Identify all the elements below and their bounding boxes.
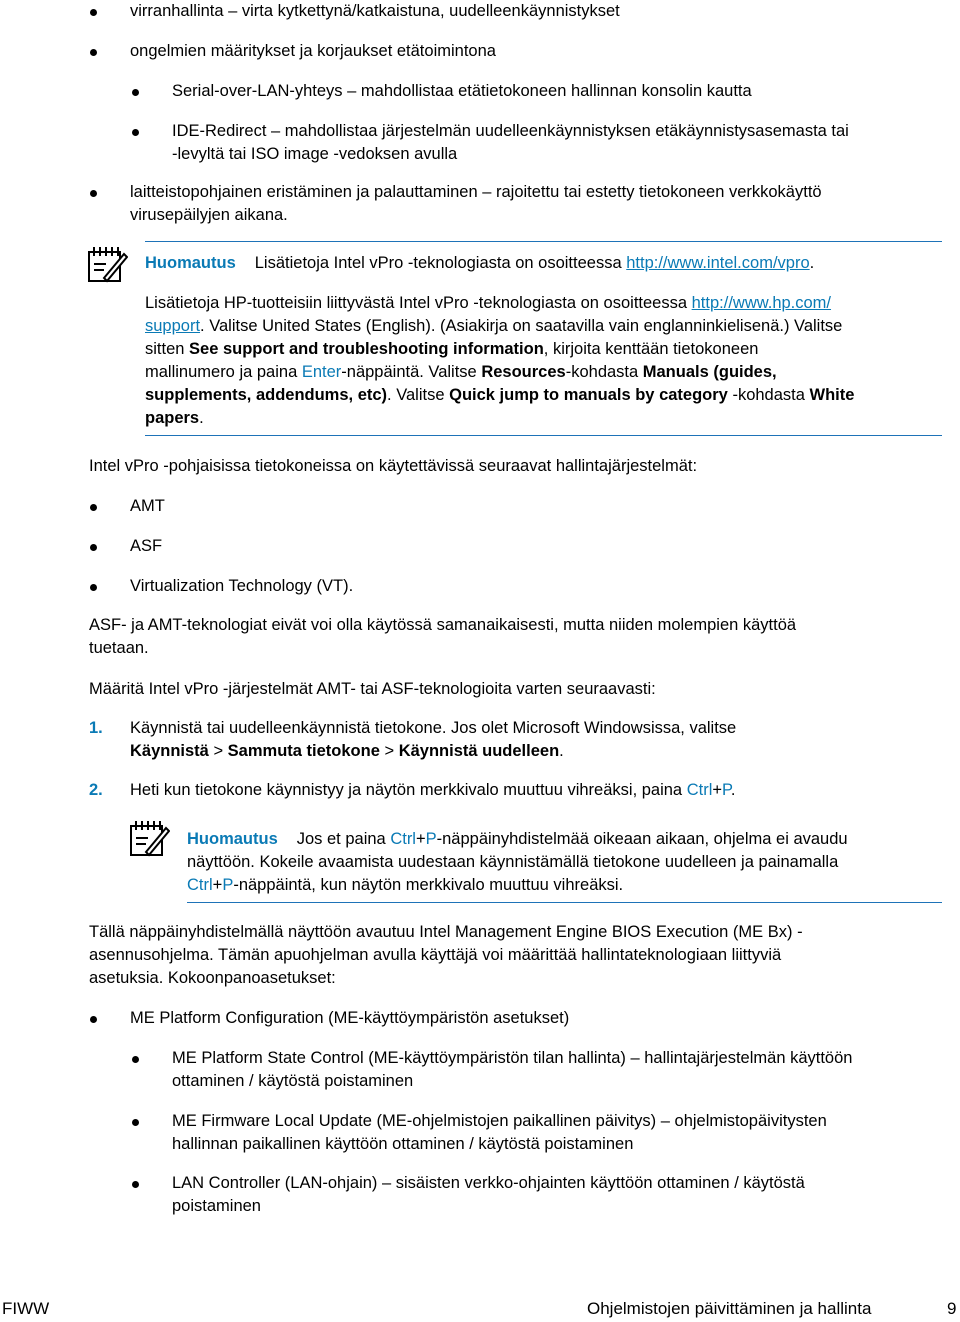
mebx-paragraph <box>89 921 803 990</box>
plus-sign: + <box>212 876 223 894</box>
step-1-number: 1. <box>89 719 103 737</box>
note1-line1 <box>145 252 814 275</box>
note2-line3 <box>187 874 947 897</box>
bullet <box>132 1056 139 1063</box>
note2-line2: näyttöön. Kokeile avaamista uudestaan käynnistämällä tietokone uudelleen ja painamalla <box>187 853 839 871</box>
separator: > <box>208 742 228 760</box>
step-1-line2 <box>130 740 736 763</box>
note-bottom-rule <box>187 902 942 903</box>
ctrl-key-label: Ctrl <box>187 876 213 894</box>
note1-p2-line5 <box>145 384 945 407</box>
footer-title: Ohjelmistojen päivittäminen ja hallinta <box>587 1299 872 1318</box>
footer-left: FIWW <box>2 1299 50 1318</box>
note-pencil-icon <box>126 818 170 858</box>
see-support-label: See support and troubleshooting information <box>189 340 544 358</box>
list-item-firmware-update <box>172 1110 827 1156</box>
shutdown-label: Sammuta tietokone <box>227 742 380 760</box>
list-item-hardware-isolation <box>130 181 822 227</box>
list-item-lan-controller <box>172 1172 805 1218</box>
bullet <box>132 1119 139 1126</box>
list-item-power-management: virranhallinta – virta kytkettynä/katkaistuna, uudelleenkäynnistykset <box>130 2 620 20</box>
bullet <box>90 190 97 197</box>
note2-body <box>187 828 947 897</box>
isolation-line2: virusepäilyjen aikana. <box>130 206 288 224</box>
separator: > <box>379 742 399 760</box>
note1-text: -kohdasta <box>565 363 643 381</box>
resources-label: Resources <box>481 363 566 381</box>
note1-text: -kohdasta <box>727 386 810 404</box>
bullet <box>132 1181 139 1188</box>
note1-text: Lisätietoja Intel vPro -teknologiasta on osoitteessa <box>254 254 627 272</box>
note2-line1 <box>187 828 947 851</box>
paragraph-line: ASF- ja AMT-teknologiat eivät voi olla käytössä samanaikaisesti, mutta niiden molempien käyttöä <box>89 616 797 634</box>
note2-label: Huomautus <box>187 830 278 848</box>
list-item-remote-diagnostics: ongelmien määritykset ja korjaukset etätoimintona <box>130 42 496 60</box>
p-key-label: P <box>222 876 234 894</box>
list-item-asf: ASF <box>130 537 163 555</box>
page-number: 9 <box>947 1299 957 1318</box>
hp-link-part2[interactable]: support <box>145 317 201 335</box>
step-2-text <box>130 779 736 802</box>
bullet <box>90 49 97 56</box>
define-paragraph: Määritä Intel vPro -järjestelmät AMT- tai ASF-teknologioita varten seuraavasti: <box>89 680 656 698</box>
paragraph-line: asetuksia. Kokoonpanoasetukset: <box>89 969 336 987</box>
note2-text: Jos et paina <box>296 830 391 848</box>
bullet <box>90 504 97 511</box>
bullet <box>90 584 97 591</box>
list-item-line: ME Firmware Local Update (ME-ohjelmistojen paikallinen päivitys) – ohjelmistopäivitysten <box>172 1112 827 1130</box>
step-2-number: 2. <box>89 781 103 799</box>
step-text: . <box>559 742 564 760</box>
note1-text: -näppäintä. Valitse <box>341 363 482 381</box>
list-item-serial-over-lan: Serial-over-LAN-yhteys – mahdollistaa etätietokoneen hallinnan konsolin kautta <box>172 82 752 100</box>
list-item-line: poistaminen <box>172 1197 261 1215</box>
p-key-label: P <box>425 830 437 848</box>
paragraph-line: Tällä näppäinyhdistelmällä näyttöön avautuu Intel Management Engine BIOS Execution (ME Bx) - <box>89 923 803 941</box>
note1-p2-line4 <box>145 361 945 384</box>
bullet <box>90 1016 97 1023</box>
ide-redirect-line2: -levyltä tai ISO image -vedoksen avulla <box>172 145 458 163</box>
list-item-state-control <box>172 1047 852 1093</box>
note1-text: , kirjoita kenttään tietokoneen <box>543 340 759 358</box>
list-item-line: ME Platform State Control (ME-käyttöympäristön tilan hallinta) – hallintajärjestelmän käyttöön <box>172 1049 853 1067</box>
bullet <box>90 544 97 551</box>
note1-label: Huomautus <box>145 254 236 272</box>
note1-text: sitten <box>145 340 190 358</box>
note1-text: mallinumero ja paina <box>145 363 302 381</box>
bullet <box>132 129 139 136</box>
quick-jump-label: Quick jump to manuals by category <box>449 386 728 404</box>
note-pencil-icon <box>84 244 128 284</box>
ide-redirect-line1: IDE-Redirect – mahdollistaa järjestelmän uudelleenkäynnistyksen etäkäynnistysasemasta tai <box>172 122 849 140</box>
asf-amt-paragraph <box>89 614 796 660</box>
white-papers-label: papers <box>145 409 200 427</box>
bullet <box>132 89 139 96</box>
list-item-ide-redirect <box>172 120 849 166</box>
intro-paragraph: Intel vPro -pohjaisissa tietokoneissa on käytettävissä seuraavat hallintajärjestelmät: <box>89 457 698 475</box>
note1-paragraph2 <box>145 292 945 430</box>
step-1-line1: Käynnistä tai uudelleenkäynnistä tietokone. Jos olet Microsoft Windowsissa, valitse <box>130 719 737 737</box>
hp-link-part1[interactable]: http://www.hp.com/ <box>691 294 832 312</box>
note-top-rule <box>145 241 942 242</box>
note1-text: . <box>199 409 204 427</box>
isolation-line1: laitteistopohjainen eristäminen ja palauttaminen – rajoitettu tai estetty tietokoneen verkkokäyttö <box>130 183 822 201</box>
step-text: . <box>730 781 736 799</box>
note1-p2-line3 <box>145 338 945 361</box>
start-menu-label: Käynnistä <box>130 742 209 760</box>
manuals-label: supplements, addendums, etc) <box>145 386 388 404</box>
note1-text: . Valitse <box>387 386 450 404</box>
note1-p2-line2 <box>145 315 945 338</box>
step-text: Heti kun tietokone käynnistyy ja näytön merkkivalo muuttuu vihreäksi, paina <box>130 781 687 799</box>
intel-vpro-link[interactable]: http://www.intel.com/vpro <box>626 254 810 272</box>
note1-after: . <box>809 254 815 272</box>
list-item-line: LAN Controller (LAN-ohjain) – sisäisten verkko-ohjainten käyttöön ottaminen / käytöstä <box>172 1174 805 1192</box>
note1-p2-text: Lisätietoja HP-tuotteisiin liittyvästä Intel vPro -teknologiasta on osoitteessa <box>145 294 692 312</box>
paragraph-line: asennusohjelma. Tämän apuohjelman avulla käyttäjä voi määrittää hallintateknologiaan liittyviä <box>89 946 782 964</box>
ctrl-key-label: Ctrl <box>390 830 416 848</box>
plus-sign: + <box>415 830 426 848</box>
list-item-me-platform-config: ME Platform Configuration (ME-käyttöympäristön asetukset) <box>130 1009 570 1027</box>
note1-p2-line6 <box>145 407 945 430</box>
note-bottom-rule <box>145 435 942 436</box>
plus-sign: + <box>712 781 723 799</box>
enter-key-label: Enter <box>301 363 342 381</box>
list-item-vt: Virtualization Technology (VT). <box>130 577 354 595</box>
paragraph-line: tuetaan. <box>89 639 149 657</box>
list-item-amt: AMT <box>130 497 165 515</box>
note1-p2-line2-text: . Valitse United States (English). (Asiakirja on saatavilla vain englanninkielisenä.) Valitse <box>200 317 843 335</box>
note2-text: -näppäintä, kun näytön merkkivalo muuttuu vihreäksi. <box>233 876 624 894</box>
note1-p2-line1 <box>145 292 945 315</box>
manuals-label: Manuals (guides, <box>642 363 777 381</box>
note2-text: -näppäinyhdistelmää oikeaan aikaan, ohjelma ei avaudu <box>436 830 848 848</box>
restart-label: Käynnistä uudelleen <box>398 742 560 760</box>
list-item-line: ottaminen / käytöstä poistaminen <box>172 1072 414 1090</box>
step-1-text <box>130 717 736 763</box>
bullet <box>90 9 97 16</box>
ctrl-key-label: Ctrl <box>686 781 713 799</box>
list-item-line: hallinnan paikallinen käyttöön ottaminen / käytöstä poistaminen <box>172 1135 634 1153</box>
white-papers-label: White <box>809 386 855 404</box>
p-key-label: P <box>722 781 731 799</box>
